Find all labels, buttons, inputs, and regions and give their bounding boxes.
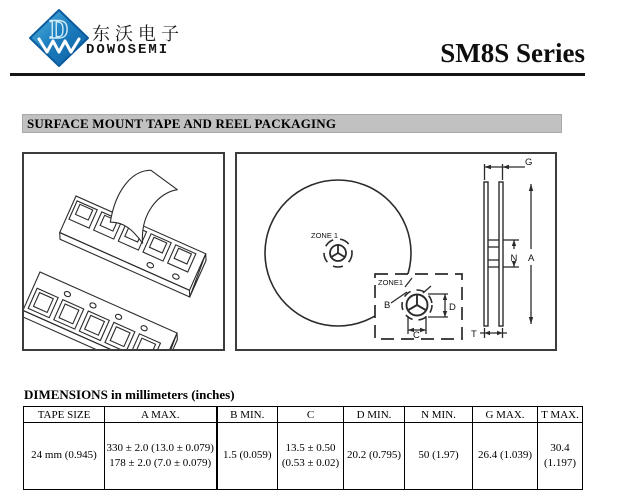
- cell-tape-size: 24 mm (0.945): [24, 423, 105, 490]
- dim-n-label: N: [510, 253, 518, 264]
- logo-diamond-icon: [28, 8, 90, 68]
- cell-t-max: 30.4 (1.197): [538, 423, 583, 490]
- tape-carrier-illustration: [24, 154, 223, 349]
- col-header-c: C: [278, 407, 344, 423]
- cell-a-max-line1: 330 ± 2.0 (13.0 ± 0.079): [106, 441, 214, 454]
- dim-c-label: C: [413, 330, 420, 341]
- cell-a-max: [105, 423, 217, 490]
- table-data-row: [24, 423, 583, 490]
- zone1-detail-label: ZONE1: [378, 278, 404, 287]
- logo-letter-d: D: [49, 15, 69, 44]
- company-name-chinese: 东沃电子: [92, 24, 184, 45]
- header-divider: [10, 73, 585, 76]
- zone1-front-label: ZONE 1: [311, 231, 339, 240]
- col-header-n-min: N MIN.: [405, 407, 473, 423]
- cell-c: 13.5 ± 0.50 (0.53 ± 0.02): [278, 423, 344, 490]
- dim-g-label: G: [525, 157, 533, 168]
- cell-g-max: 26.4 (1.039): [473, 423, 538, 490]
- col-header-g-max: G MAX.: [473, 407, 538, 423]
- section-heading: SURFACE MOUNT TAPE AND REEL PACKAGING: [22, 114, 562, 133]
- reel-illustration: [237, 154, 555, 349]
- col-header-d-min: D MIN.: [344, 407, 405, 423]
- tape-carrier-figure: [22, 152, 225, 351]
- reel-figure: [235, 152, 557, 351]
- col-header-b-min: B MIN.: [217, 407, 278, 423]
- dimensions-title: DIMENSIONS in millimeters (inches): [24, 387, 235, 402]
- col-header-tape-size: TAPE SIZE: [24, 407, 105, 423]
- dim-t-label: T: [471, 329, 477, 340]
- cell-n-min: 50 (1.97): [405, 423, 473, 490]
- table-header-row: [24, 407, 583, 423]
- dim-d-label: D: [449, 302, 456, 313]
- dim-b-label: B: [384, 300, 391, 311]
- company-name-english: DOWOSEMI: [86, 42, 170, 58]
- series-title: SM8S Series: [440, 38, 585, 68]
- col-header-a-max: A MAX.: [105, 407, 217, 423]
- company-logo: [28, 8, 90, 68]
- dimensions-table: [23, 406, 583, 490]
- cell-d-min: 20.2 (0.795): [344, 423, 405, 490]
- cell-b-min: 1.5 (0.059): [217, 423, 278, 490]
- col-header-t-max: T MAX.: [538, 407, 583, 423]
- cell-a-max-line2: 178 ± 2.0 (7.0 ± 0.079): [109, 457, 212, 469]
- dim-a-label: A: [528, 253, 535, 264]
